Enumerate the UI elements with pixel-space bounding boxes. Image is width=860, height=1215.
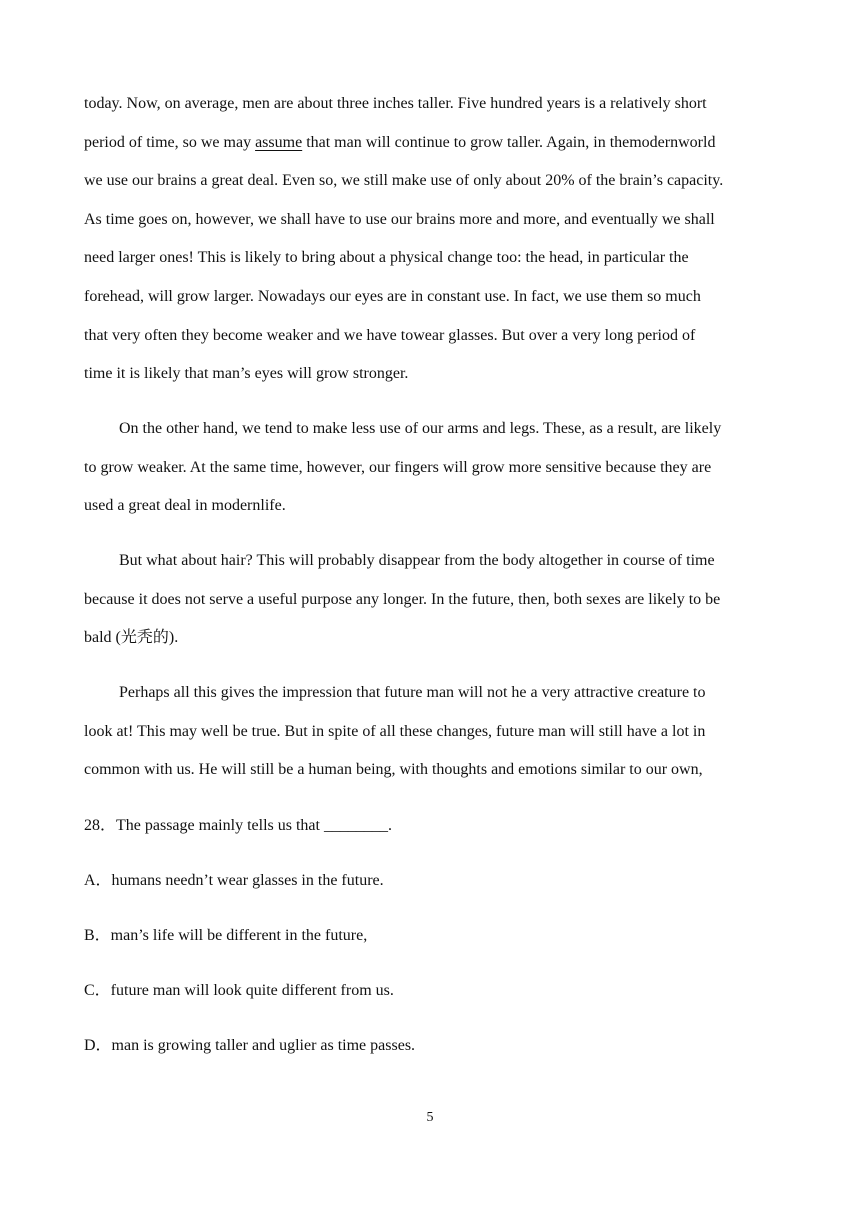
- text-segment: that man will continue to grow taller. Again, in themodernworld: [302, 133, 716, 151]
- paragraph-1: [84, 85, 784, 394]
- text-segment: period of time, so we may: [84, 133, 256, 151]
- text-line: common with us. He will still be a human being, with thoughts and emotions similar to our own,: [84, 761, 703, 779]
- page-number: 5: [426, 1110, 434, 1125]
- text-line: On the other hand, we tend to make less use of our arms and legs. These, as a result, are likely: [119, 420, 722, 437]
- text-line: used a great deal in modernlife.: [84, 497, 286, 515]
- option-a: A．humans needn’t wear glasses in the future.: [84, 872, 384, 889]
- question-stem: 28．The passage mainly tells us that ________.: [84, 817, 392, 834]
- text-line: look at! This may well be true. But in spite of all these changes, future man will still have a lot in: [84, 722, 706, 740]
- text-line: need larger ones! This is likely to bring about a physical change too: the head, in particular the: [84, 249, 689, 267]
- text-line: because it does not serve a useful purpose any longer. In the future, then, both sexes are likely to be: [84, 590, 721, 608]
- underlined-word: assume: [255, 133, 303, 151]
- text-line: forehead, will grow larger. Nowadays our eyes are in constant use. In fact, we use them so much: [84, 287, 701, 305]
- paragraph-4: [84, 674, 784, 790]
- text-line: that very often they become weaker and we have towear glasses. But over a very long period of: [84, 326, 696, 344]
- text-line: time it is likely that man’s eyes will grow stronger.: [84, 365, 409, 383]
- option-d: D．man is growing taller and uglier as time passes.: [84, 1037, 416, 1054]
- text-line: to grow weaker. At the same time, however, our fingers will grow more sensitive because they are: [84, 458, 712, 476]
- text-line: bald (光秃的).: [84, 629, 179, 647]
- option-b: B．man’s life will be different in the future,: [84, 927, 368, 944]
- text-line: But what about hair? This will probably disappear from the body altogether in course of time: [119, 552, 715, 569]
- text-line: [84, 124, 784, 163]
- text-line: we use our brains a great deal. Even so, we still make use of only about 20% of the brain’s capacity.: [84, 172, 724, 190]
- text-line: today. Now, on average, men are about three inches taller. Five hundred years is a relatively short: [84, 95, 707, 112]
- paragraph-3: [84, 542, 784, 658]
- paragraph-2: [84, 410, 784, 526]
- option-c: C．future man will look quite different from us.: [84, 982, 394, 999]
- text-line: As time goes on, however, we shall have to use our brains more and more, and eventually we shall: [84, 210, 715, 228]
- text-line: Perhaps all this gives the impression that future man will not he a very attractive creature to: [119, 684, 706, 701]
